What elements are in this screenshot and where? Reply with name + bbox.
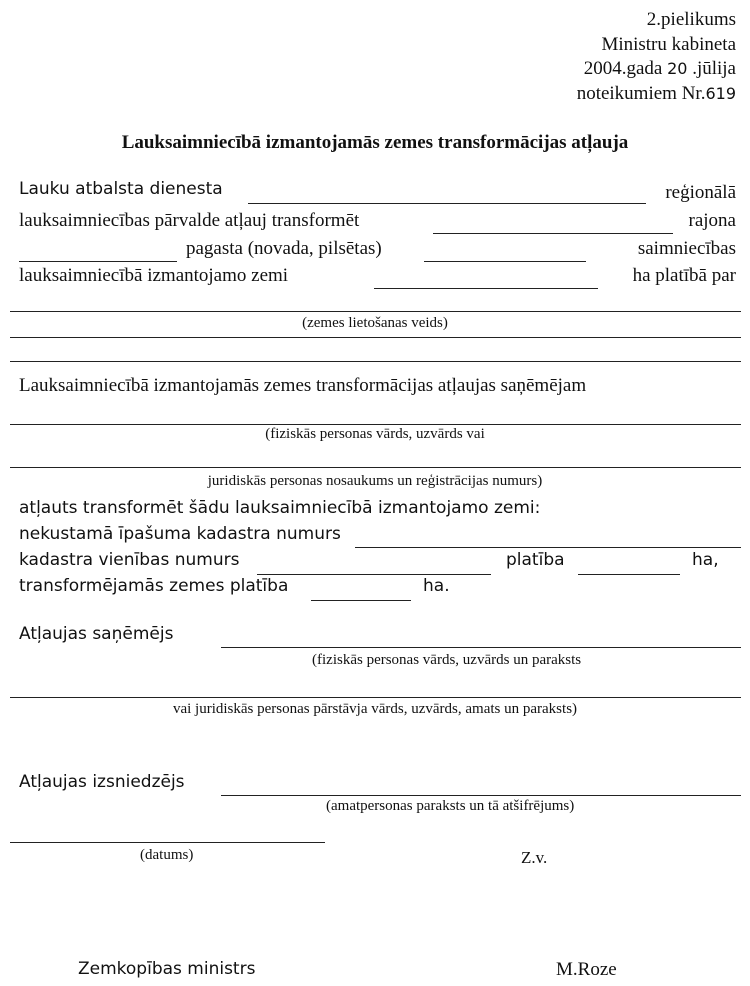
caption-issuer: (amatpersonas paraksts un tā atšifrējums): [326, 798, 575, 814]
blank-receiver-representative: [10, 697, 741, 698]
caption-date: (datums): [140, 847, 194, 863]
text-ha-period: ha.: [423, 576, 450, 596]
text-cadastre-unit: kadastra vienības numurs: [19, 550, 240, 570]
caption-land-use: (zemes lietošanas veids): [302, 315, 448, 331]
minister-name: M.Roze: [556, 959, 617, 980]
text-farm: saimniecības: [637, 238, 736, 259]
annex-number: 2.pielikums: [646, 9, 736, 30]
blank-land-use: [10, 311, 741, 312]
text-transform-area: transformējamās zemes platība: [19, 576, 289, 596]
text-agricultural-land: lauksaimniecībā izmantojamo zemi: [19, 265, 289, 286]
recipient-heading: Lauksaimniecībā izmantojamās zemes transformācijas atļaujas saņēmējam: [19, 375, 587, 396]
blank-date: [10, 842, 325, 843]
annex-date: 2004.gada 20 .jūlija: [583, 58, 736, 79]
text-cadastre-property: nekustamā īpašuma kadastra numurs: [19, 524, 341, 544]
text-district: rajona: [688, 210, 736, 231]
caption-receiver-representative: vai juridiskās personas pārstāvja vārds, uzvārds, amats un paraksts): [172, 701, 578, 717]
annex-regulation: noteikumiem Nr.619: [576, 83, 736, 104]
text-parish: pagasta (novada, pilsētas): [186, 238, 382, 259]
text-board-allows: lauksaimniecības pārvalde atļauj transformēt: [19, 210, 360, 231]
caption-legal-entity: juridiskās personas nosaukums un reģistrācijas numurs): [207, 473, 543, 489]
blank-regional-office: [248, 203, 646, 204]
blank-area: [374, 288, 598, 289]
annex-cabinet: Ministru kabineta: [601, 34, 736, 55]
issuer-label: Atļaujas izsniedzējs: [19, 772, 185, 792]
blank-farm: [424, 261, 586, 262]
blank-receiver-signature: [221, 647, 741, 648]
divider-line: [10, 361, 741, 362]
text-ha-comma: ha,: [692, 550, 719, 570]
caption-person: (fiziskās personas vārds, uzvārds vai: [265, 426, 485, 442]
text-ha-area-for: ha platībā par: [632, 265, 736, 286]
blank-parish: [19, 261, 177, 262]
blank-cadastre-property: [355, 547, 741, 548]
blank-recipient-legal: [10, 467, 741, 468]
blank-district: [433, 233, 673, 234]
minister-title: Zemkopības ministrs: [78, 959, 256, 979]
document-title: Lauksaimniecībā izmantojamās zemes transformācijas atļauja: [121, 132, 629, 153]
blank-transform-area: [311, 600, 411, 601]
text-allowed-transform: atļauts transformēt šādu lauksaimniecībā izmantojamo zemi:: [19, 498, 541, 518]
text-regional: reģionālā: [665, 182, 736, 203]
text-field-service: Lauku atbalsta dienesta: [19, 179, 223, 199]
blank-issuer-signature: [221, 795, 741, 796]
text-area: platība: [506, 550, 565, 570]
divider-line: [10, 337, 741, 338]
stamp-place: Z.v.: [521, 848, 548, 867]
caption-receiver-person: (fiziskās personas vārds, uzvārds un paraksts: [312, 652, 582, 668]
blank-cadastre-unit: [257, 574, 491, 575]
receiver-label: Atļaujas saņēmējs: [19, 624, 174, 644]
blank-unit-area: [578, 574, 680, 575]
blank-recipient-name: [10, 424, 741, 425]
